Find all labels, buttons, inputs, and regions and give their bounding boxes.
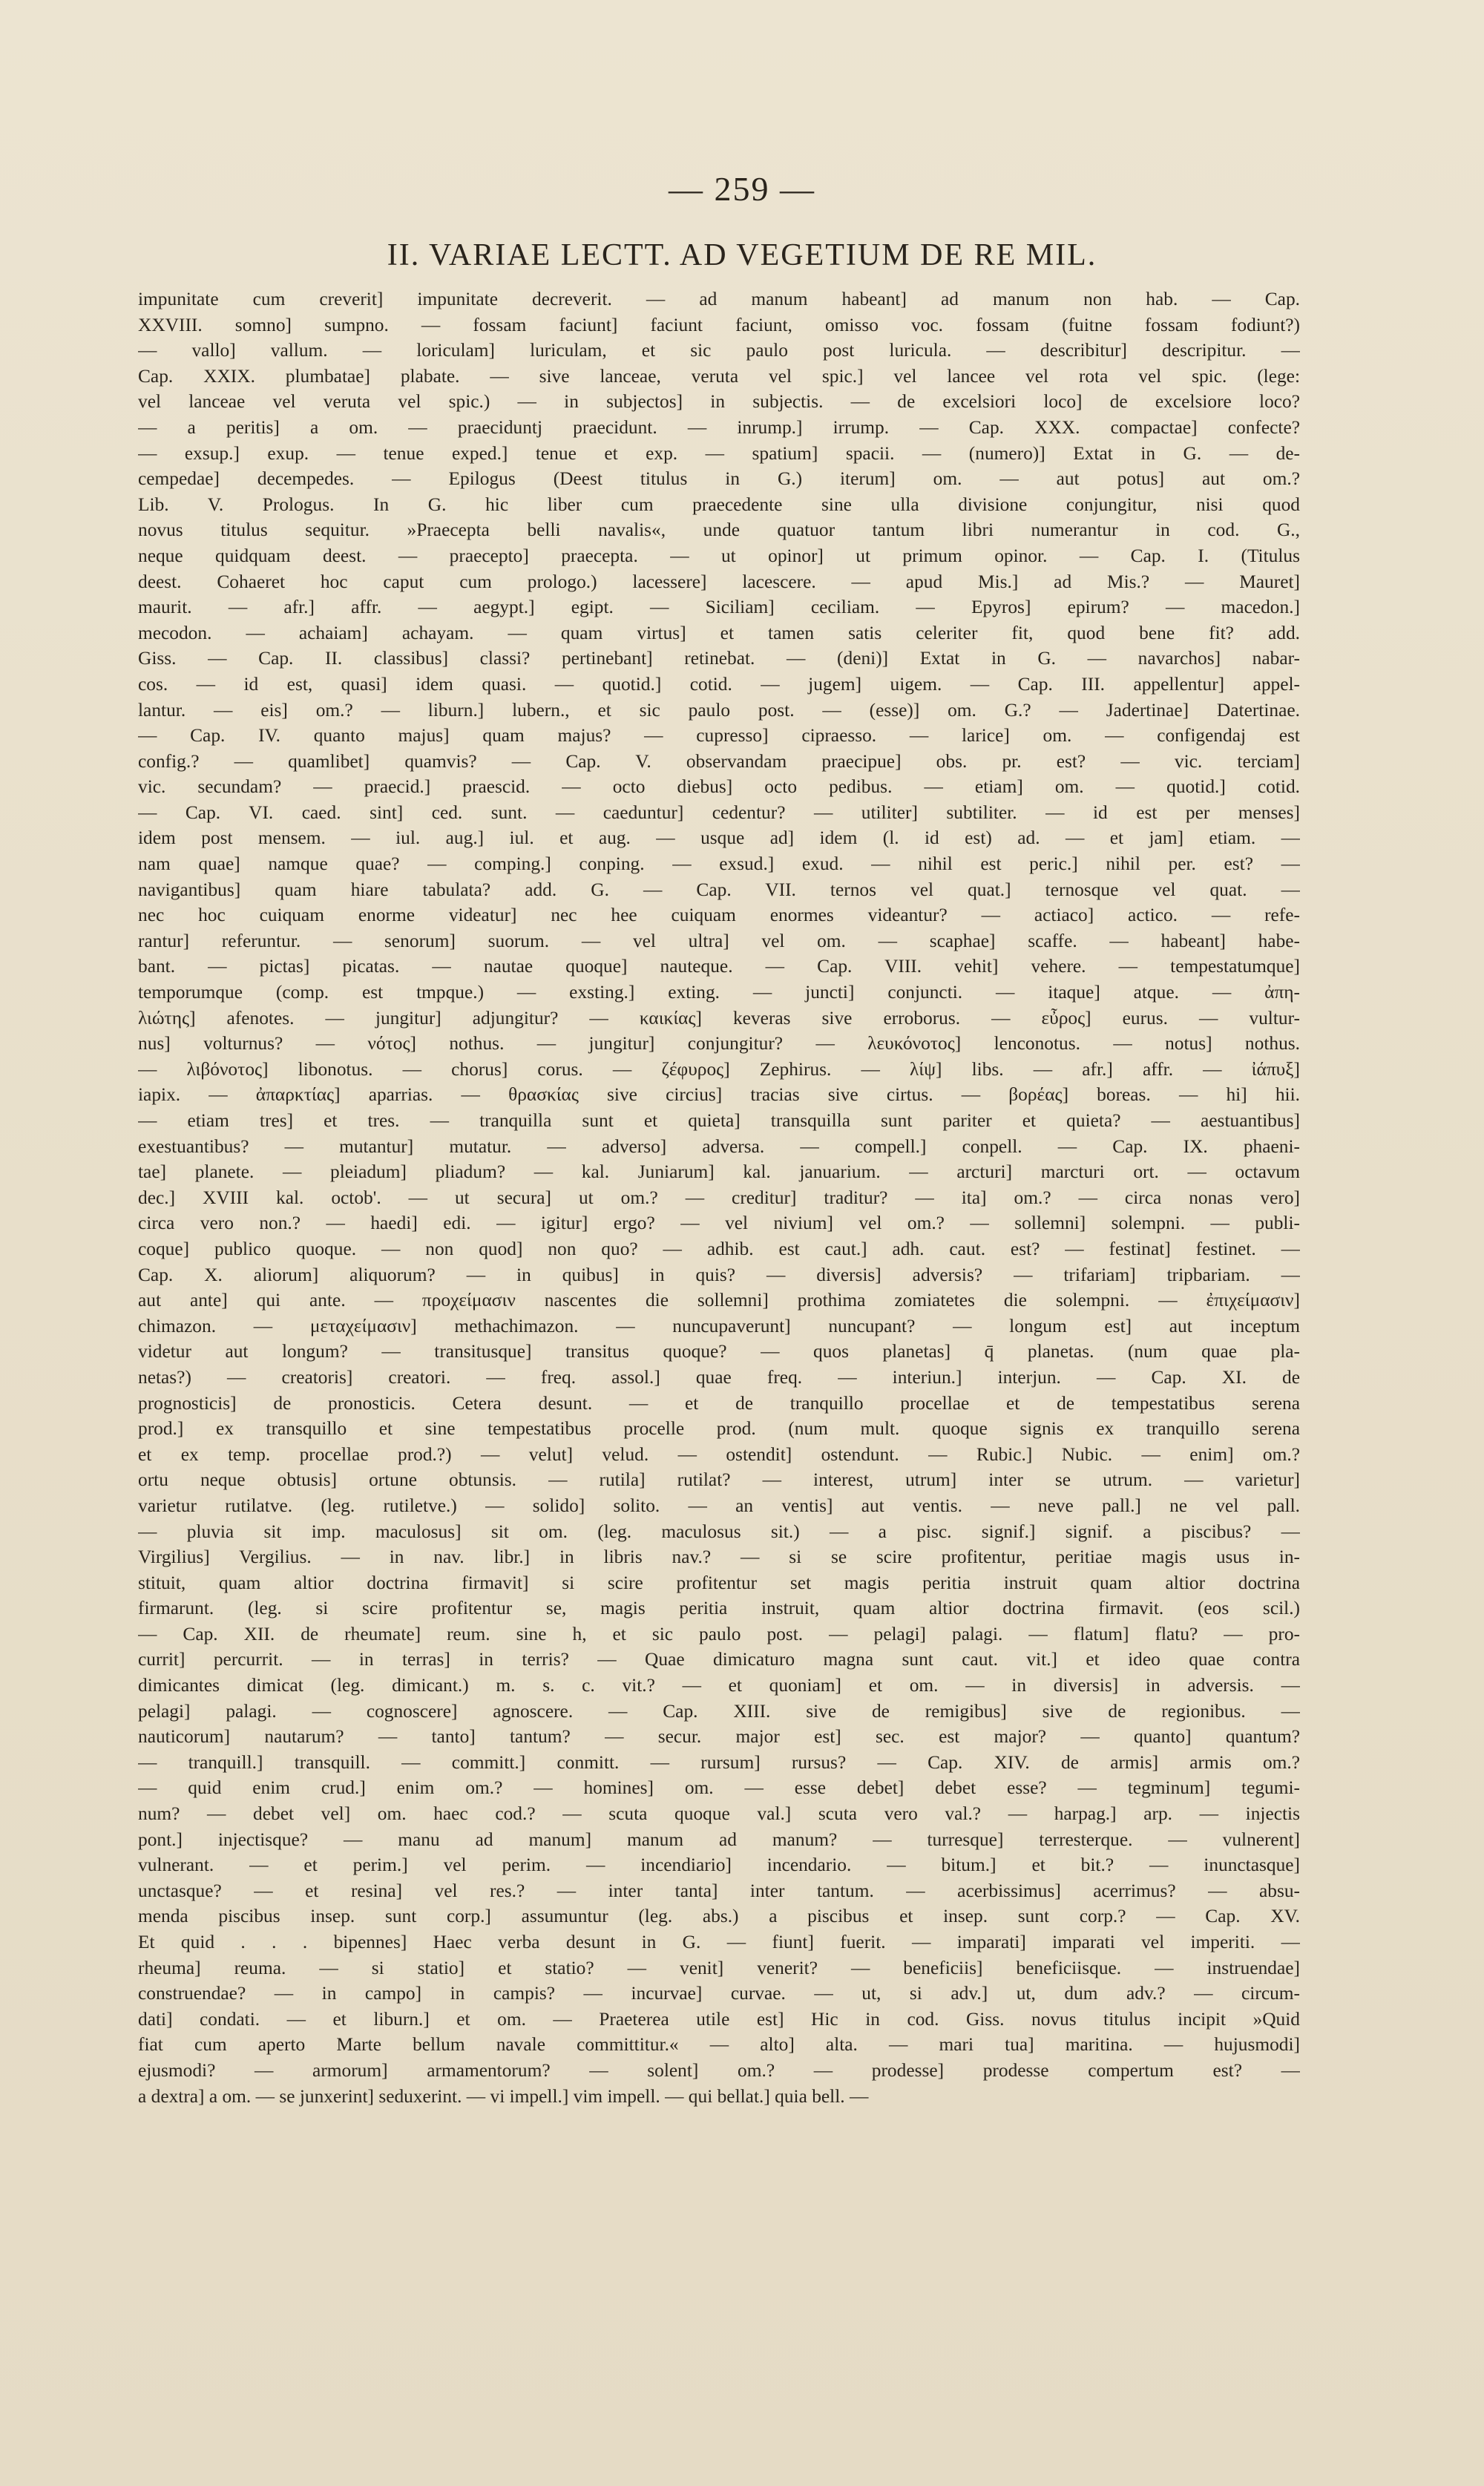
text-line: currit] percurrit. — in terras] in terris? — Quae dimicaturo magna sunt caut. vit.] et ideo quae contra bbox=[138, 1649, 1300, 1670]
apparatus-text bbox=[138, 286, 1300, 2109]
text-line: ejusmodi? — armorum] armamentorum? — solent] om.? — prodesse] prodesse compertum est? — bbox=[138, 2059, 1300, 2081]
text-line: deest. Cohaeret hoc caput cum prologo.) lacessere] lacescere. — apud Mis.] ad Mis.? — Mauret] bbox=[138, 571, 1300, 592]
text-line: — Cap. XII. de rheumate] reum. sine h, et sic paulo post. — pelagi] palagi. — flatum] flatu? — pro- bbox=[138, 1623, 1300, 1644]
text-line: config.? — quamlibet] quamvis? — Cap. V. observandam praecipue] obs. pr. est? — vic. terciam] bbox=[138, 750, 1300, 772]
text-line: cempedae] decempedes. — Epilogus (Deest titulus in G.) iterum] om. — aut potus] aut om.? bbox=[138, 468, 1300, 490]
text-line: firmarunt. (leg. si scire profitentur se, magis peritia instruit, quam altior doctrina firmavit. (eos scil.) bbox=[138, 1598, 1300, 1619]
text-line: nam quae] namque quae? — comping.] conping. — exsud.] exud. — nihil est peric.] nihil per. est? — bbox=[138, 853, 1300, 875]
text-line: lantur. — eis] om.? — liburn.] lubern., et sic paulo post. — (esse)] om. G.? — Jadertinae] Datertinae. bbox=[138, 699, 1300, 721]
text-line: XXVIII. somno] sumpno. — fossam faciunt] faciunt faciunt, omisso voc. fossam (fuitne fossam fodiunt?) bbox=[138, 314, 1300, 335]
text-line: construendae? — in campo] in campis? — incurvae] curvae. — ut, si adv.] ut, dum adv.? — circum- bbox=[138, 1983, 1300, 2004]
text-line: nec hoc cuiquam enorme videatur] nec hee cuiquam enormes videantur? — actiaco] actico. — refe- bbox=[138, 905, 1300, 926]
text-line: cos. — id est, quasi] idem quasi. — quotid.] cotid. — jugem] uigem. — Cap. III. appellentur] appel- bbox=[138, 673, 1300, 695]
text-line: dimicantes dimicat (leg. dimicant.) m. s. c. vit.? — et quoniam] et om. — in diversis] in adversis. — bbox=[138, 1675, 1300, 1696]
text-line: circa vero non.? — haedi] edi. — igitur] ergo? — vel nivium] vel om.? — sollemni] solempni. — publi- bbox=[138, 1213, 1300, 1234]
text-line: Giss. — Cap. II. classibus] classi? pertinebant] retinebat. — (deni)] Extat in G. — navarchos] nabar- bbox=[138, 648, 1300, 669]
text-line: vic. secundam? — praecid.] praescid. — octo diebus] octo pedibus. — etiam] om. — quotid.] cotid. bbox=[138, 776, 1300, 798]
page-number: — 259 — bbox=[669, 170, 815, 208]
text-line: ortu neque obtusis] ortune obtunsis. — rutila] rutilat? — interest, utrum] inter se utrum. — varietur] bbox=[138, 1469, 1300, 1491]
text-line: tae] planete. — pleiadum] pliadum? — kal. Juniarum] kal. januarium. — arcturi] marcturi ort. — octavum bbox=[138, 1161, 1300, 1183]
text-line: coque] publico quoque. — non quod] non quo? — adhib. est caut.] adh. caut. est? — festinat] festinet. — bbox=[138, 1238, 1300, 1259]
text-line: vel lanceae vel veruta vel spic.) — in subjectos] in subjectis. — de excelsiori loco] de excelsiore loco? bbox=[138, 391, 1300, 413]
text-line: a dextra] a om. — se junxerint] seduxerint. — vi impell.] vim impell. — qui bellat.] quia bell. — bbox=[138, 2085, 869, 2107]
text-line: navigantibus] quam hiare tabulata? add. G. — Cap. VII. ternos vel quat.] ternosque vel quat. — bbox=[138, 879, 1300, 900]
text-line: aut ante] qui ante. — προχείμασιν nascentes die sollemni] prothima zomiatetes die solempni. — ἐπιχείμασιν] bbox=[138, 1290, 1300, 1311]
text-line: — tranquill.] transquill. — committ.] conmitt. — rursum] rursus? — Cap. XIV. de armis] armis om.? bbox=[138, 1751, 1300, 1773]
text-line: temporumque (comp. est tmpque.) — exsting.] exting. — juncti] conjuncti. — itaque] atque. — ἀπη- bbox=[138, 982, 1300, 1003]
text-line: dati] condati. — et liburn.] et om. — Praeterea utile est] Hic in cod. Giss. novus titulus incipit »Quid bbox=[138, 2008, 1300, 2030]
text-line: varietur rutilatve. (leg. rutiletve.) — solido] solito. — an ventis] aut ventis. — neve pall.] ne vel pall. bbox=[138, 1495, 1300, 1516]
text-line: nauticorum] nautarum? — tanto] tantum? — secur. major est] sec. est major? — quanto] quantum? bbox=[138, 1726, 1300, 1748]
text-line: videtur aut longum? — transitusque] transitus quoque? — quos planetas] q̄ planetas. (num quae pla- bbox=[138, 1341, 1300, 1362]
text-line: mecodon. — achaiam] achayam. — quam virtus] et tamen satis celeriter fit, quod bene fit? add. bbox=[138, 622, 1300, 643]
text-line: dec.] XVIII kal. octob'. — ut secura] ut om.? — creditur] traditur? — ita] om.? — circa nonas vero] bbox=[138, 1187, 1300, 1208]
text-line: pelagi] palagi. — cognoscere] agnoscere. — Cap. XIII. sive de remigibus] sive de regionibus. — bbox=[138, 1700, 1300, 1722]
text-line: — quid enim crud.] enim om.? — homines] om. — esse debet] debet esse? — tegminum] tegumi- bbox=[138, 1777, 1300, 1799]
text-line: bant. — pictas] picatas. — nautae quoque] nauteque. — Cap. VIII. vehit] vehere. — tempestatumque] bbox=[138, 956, 1300, 977]
text-line: prod.] ex transquillo et sine tempestatibus procelle prod. (num mult. quoque signis ex tranquillo serena bbox=[138, 1418, 1300, 1440]
text-line: Cap. X. aliorum] aliquorum? — in quibus] in quis? — diversis] adversis? — trifariam] tripbariam. — bbox=[138, 1264, 1300, 1285]
text-line: — Cap. IV. quanto majus] quam majus? — cupresso] cipraesso. — larice] om. — configendaj est bbox=[138, 725, 1300, 747]
text-line: impunitate cum creverit] impunitate decreverit. — ad manum habeant] ad manum non hab. — Cap. bbox=[138, 289, 1300, 309]
text-line: — λιβόνοτος] libonotus. — chorus] corus. — ζέφυρος] Zephirus. — λίψ] libs. — afr.] affr. — ἰάπυξ] bbox=[138, 1058, 1300, 1080]
text-line: — a peritis] a om. — praeciduntj praecidunt. — inrump.] irrump. — Cap. XXX. compactae] confecte? bbox=[138, 416, 1300, 438]
text-line: iapix. — ἀπαρκτίας] aparrias. — θρασκίας sive circius] tracias sive cirtus. — βορέας] boreas. — hi] hii. bbox=[138, 1084, 1300, 1106]
text-line: Cap. XXIX. plumbatae] plabate. — sive lanceae, veruta vel spic.] vel lancee vel rota vel spic. (lege: bbox=[138, 365, 1300, 387]
text-line: Lib. V. Prologus. In G. hic liber cum praecedente sine ulla divisione conjungitur, nisi quod bbox=[138, 493, 1300, 515]
text-line: num? — debet vel] om. haec cod.? — scuta quoque val.] scuta vero val.? — harpag.] arp. — injectis bbox=[138, 1803, 1300, 1825]
section-heading: II. VARIAE LECTT. AD VEGETIUM DE RE MIL. bbox=[387, 238, 1097, 272]
text-line: — vallo] vallum. — loriculam] luriculam, et sic paulo post luricula. — describitur] descripitur. — bbox=[138, 340, 1300, 361]
text-line: pont.] injectisque? — manu ad manum] manum ad manum? — turresque] terresterque. — vulnerent] bbox=[138, 1829, 1300, 1850]
text-line: vulnerant. — et perim.] vel perim. — incendiario] incendario. — bitum.] et bit.? — inunctasque] bbox=[138, 1854, 1300, 1876]
text-line: fiat cum aperto Marte bellum navale committitur.« — alto] alta. — mari tua] maritina. — hujusmodi] bbox=[138, 2034, 1300, 2056]
text-line: et ex temp. procellae prod.?) — velut] velud. — ostendit] ostendunt. — Rubic.] Nubic. — enim] om.? bbox=[138, 1443, 1300, 1465]
text-line: Virgilius] Vergilius. — in nav. libr.] in libris nav.? — si se scire profitentur, peritiae magis usus in- bbox=[138, 1547, 1300, 1568]
text-line: idem post mensem. — iul. aug.] iul. et aug. — usque ad] idem (l. id est) ad. — et jam] etiam. — bbox=[138, 827, 1300, 849]
text-line: maurit. — afr.] affr. — aegypt.] egipt. — Siciliam] ceciliam. — Epyros] epirum? — macedon.] bbox=[138, 597, 1300, 618]
text-line: Et quid . . . bipennes] Haec verba desunt in G. — fiunt] fuerit. — imparati] imparati vel imperiti. — bbox=[138, 1932, 1300, 1952]
text-line: stituit, quam altior doctrina firmavit] si scire profitentur set magis peritia instruit quam altior doctrina bbox=[138, 1572, 1300, 1593]
text-line: menda piscibus insep. sunt corp.] assumuntur (leg. abs.) a piscibus et insep. sunt corp.? — Cap. XV. bbox=[138, 1906, 1300, 1927]
text-line: netas?) — creatoris] creatori. — freq. assol.] quae freq. — interiun.] interjun. — Cap. XI. de bbox=[138, 1366, 1300, 1388]
text-line: λιώτης] afenotes. — jungitur] adjungitur? — καικίας] keveras sive erroborus. — εὖρος] eurus. — vultur- bbox=[138, 1007, 1300, 1029]
text-line: — etiam tres] et tres. — tranquilla sunt et quieta] transquilla sunt pariter et quieta? — aestuantibus] bbox=[138, 1110, 1300, 1131]
text-line: unctasque? — et resina] vel res.? — inter tanta] inter tantum. — acerbissimus] acerrimus? — absu- bbox=[138, 1880, 1300, 1901]
text-line: novus titulus sequitur. »Praecepta belli navalis«, unde quatuor tantum libri numerantur in cod. G., bbox=[138, 519, 1300, 541]
text-line: — Cap. VI. caed. sint] ced. sunt. — caeduntur] cedentur? — utiliter] subtiliter. — id est per menses] bbox=[138, 801, 1300, 823]
text-line: rantur] referuntur. — senorum] suorum. — vel ultra] vel om. — scaphae] scaffe. — habeant] habe- bbox=[138, 930, 1300, 951]
text-line: rheuma] reuma. — si statio] et statio? — venit] venerit? — beneficiis] beneficiisque. — instruendae] bbox=[138, 1957, 1300, 1978]
text-line: chimazon. — μεταχείμασιν] methachimazon. — nuncupaverunt] nuncupant? — longum est] aut inceptum bbox=[138, 1315, 1300, 1337]
text-line: exestuantibus? — mutantur] mutatur. — adverso] adversa. — compell.] conpell. — Cap. IX. phaeni- bbox=[138, 1135, 1300, 1157]
text-line: neque quidquam deest. — praecepto] praecepta. — ut opinor] ut primum opinor. — Cap. I. (Titulus bbox=[138, 545, 1300, 566]
text-line: prognosticis] de pronosticis. Cetera desunt. — et de tranquillo procellae et de tempestatibus serena bbox=[138, 1392, 1300, 1414]
text-line: — pluvia sit imp. maculosus] sit om. (leg. maculosus sit.) — a pisc. signif.] signif. a piscibus? — bbox=[138, 1521, 1300, 1542]
text-line: — exsup.] exup. — tenue exped.] tenue et exp. — spatium] spacii. — (numero)] Extat in G. — de- bbox=[138, 442, 1300, 464]
text-line: nus] volturnus? — νότος] nothus. — jungitur] conjungitur? — λευκόνοτος] lenconotus. — notus] nothus. bbox=[138, 1033, 1300, 1055]
